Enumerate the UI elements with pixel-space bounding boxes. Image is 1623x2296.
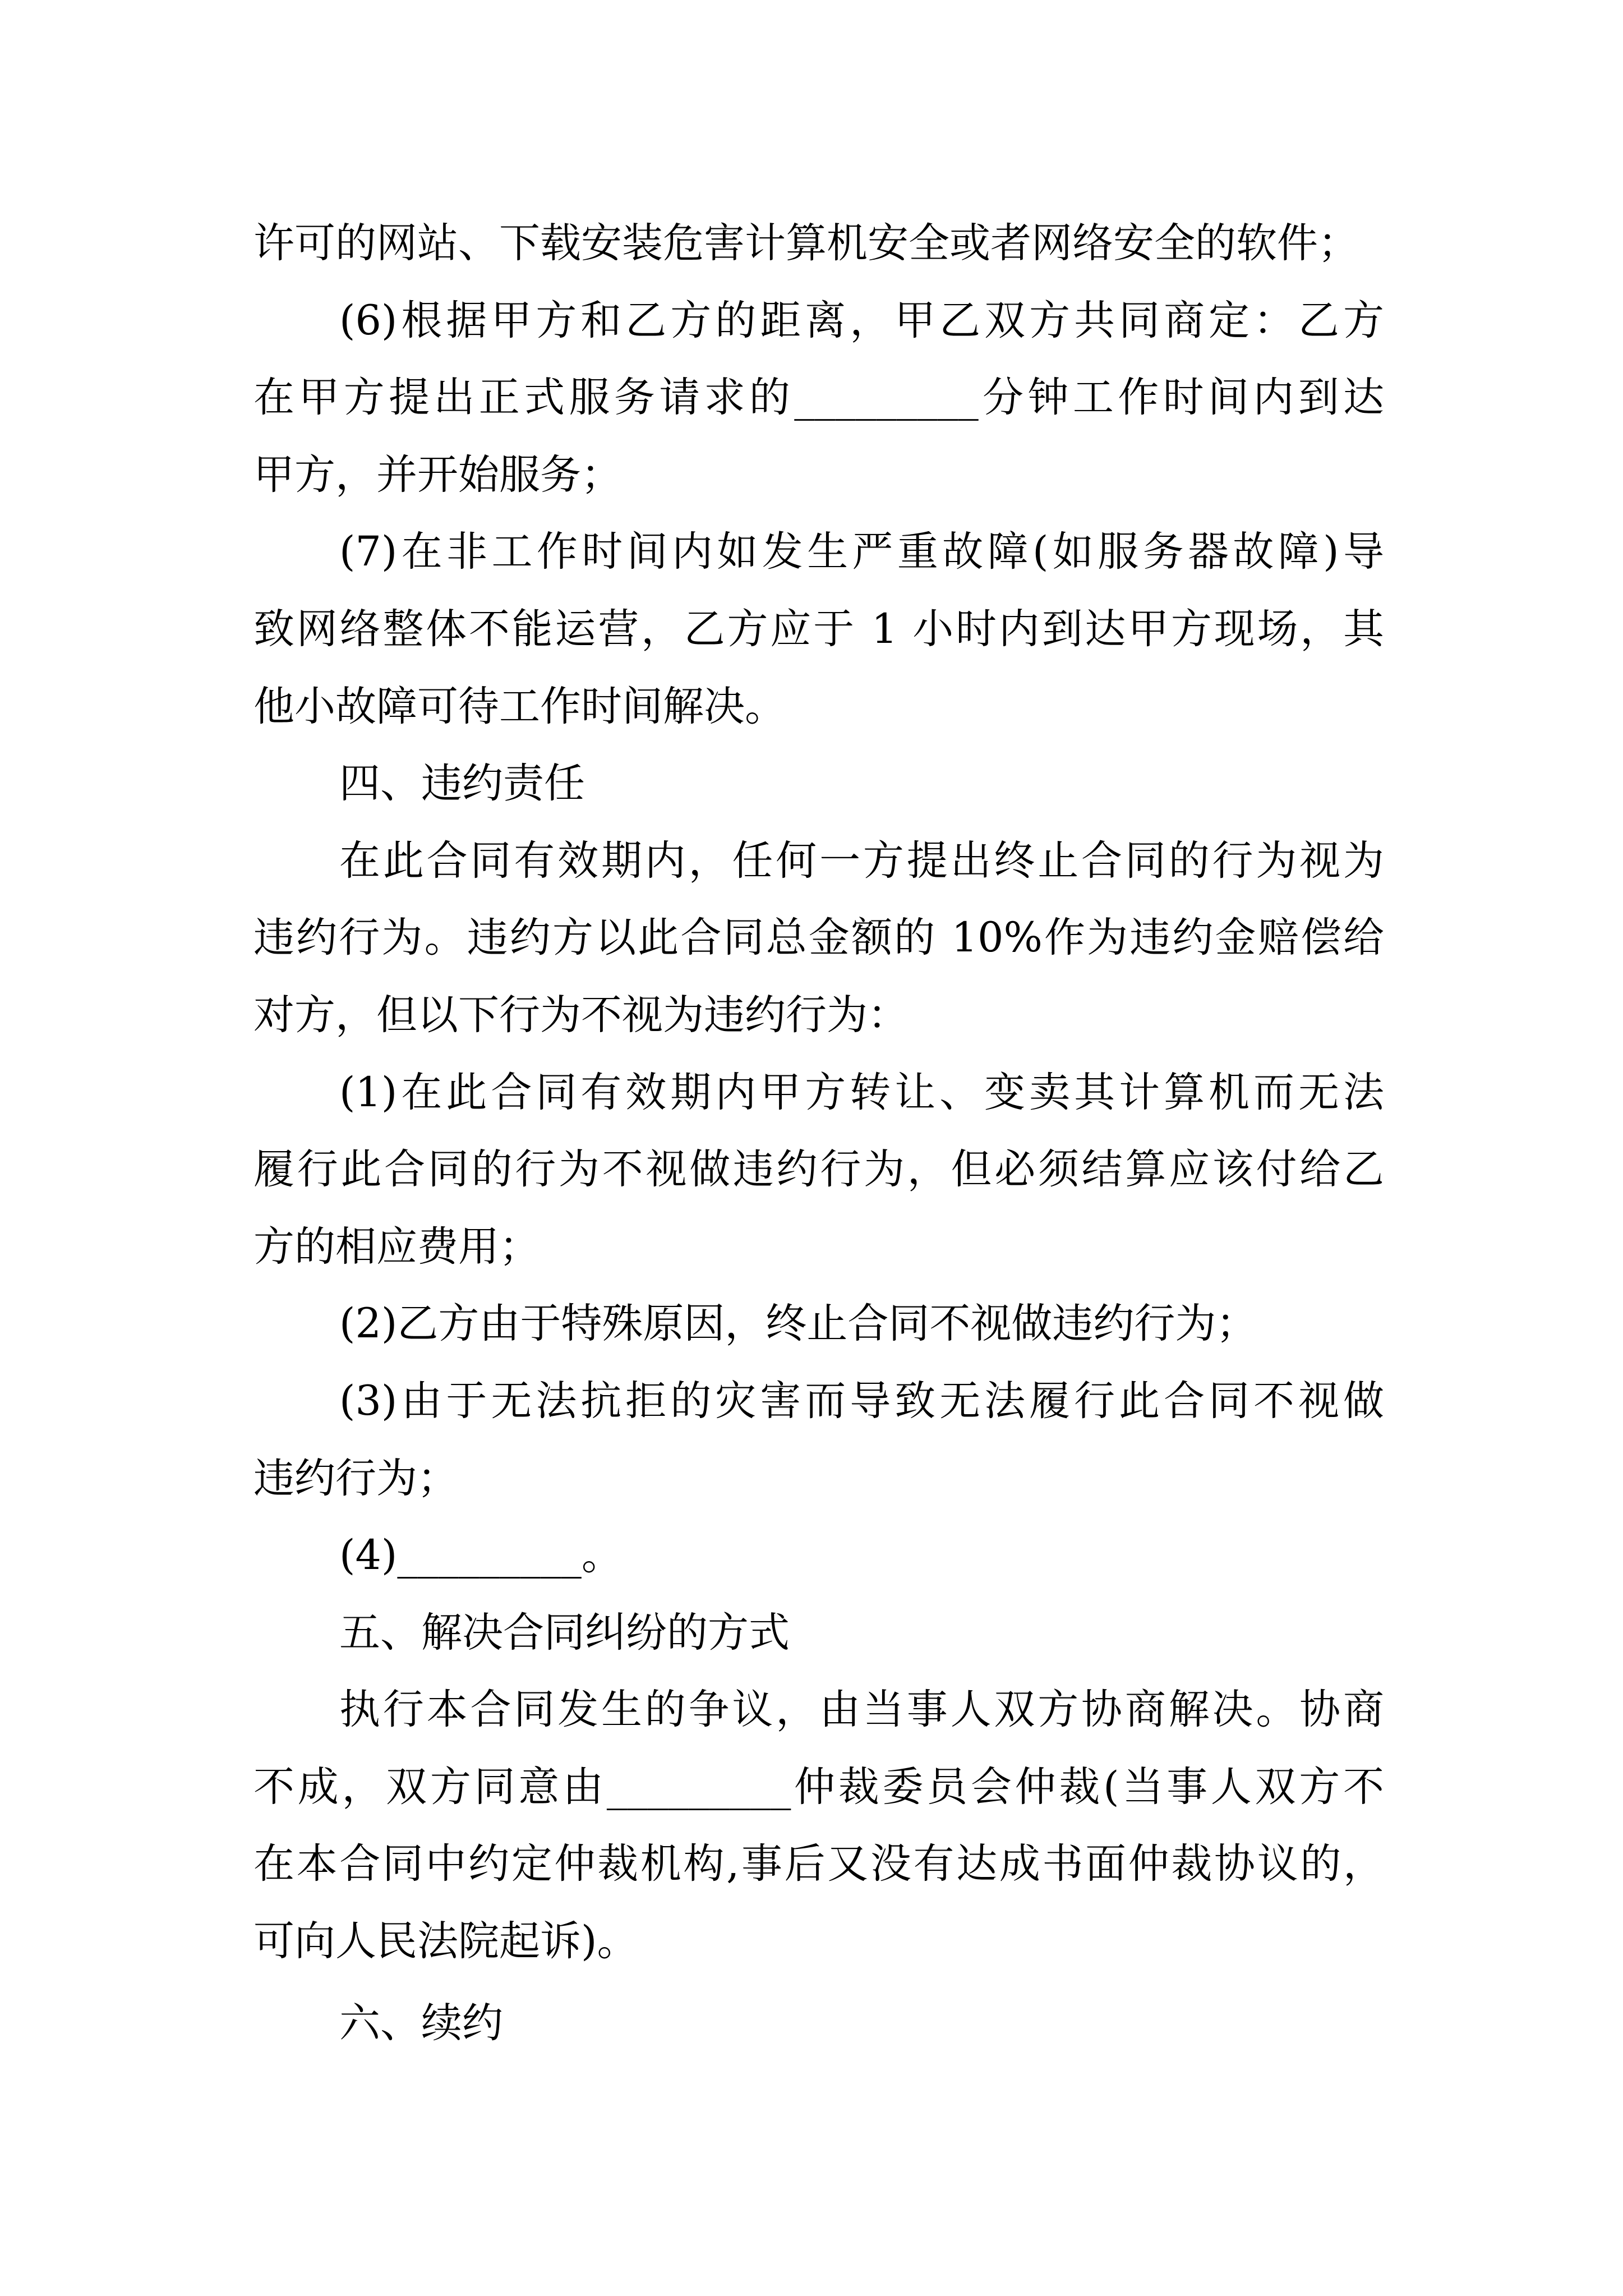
paragraph-line: (6)根据甲方和乙方的距离，甲乙双方共同商定：乙方 [339, 296, 1384, 344]
paragraph-line: (4)_________。 [339, 1531, 623, 1580]
document-body [253, 205, 1384, 2062]
paragraph-line: 甲方，并开始服务； [253, 450, 622, 499]
clause-item-6 [253, 282, 1384, 514]
section-heading-renewal: 六、续约 [339, 1999, 503, 2047]
paragraph-line: (7)在非工作时间内如发生严重故障(如服务器故障)导 [339, 528, 1384, 576]
breach-intro-paragraph [253, 822, 1384, 1054]
paragraph-line: 致网络整体不能运营，乙方应于 1 小时内到达甲方现场，其 [253, 605, 1384, 653]
breach-item-1 [253, 1054, 1384, 1286]
paragraph-line: 在甲方提出正式服务请求的_________分钟工作时间内到达 [253, 374, 1384, 422]
paragraph-line: (2)乙方由于特殊原因，终止合同不视做违约行为； [339, 1300, 1257, 1348]
paragraph-line: 执行本合同发生的争议，由当事人双方协商解决。协商 [339, 1686, 1384, 1734]
paragraph-line: 对方，但以下行为不视为违约行为： [253, 991, 909, 1039]
paragraph-line: 在此合同有效期内，任何一方提出终止合同的行为视为 [339, 836, 1384, 885]
paragraph-line: (3)由于无法抗拒的灾害而导致无法履行此合同不视做 [339, 1377, 1384, 1425]
paragraph-line: 违约行为； [253, 1454, 458, 1502]
paragraph-line: (1)在此合同有效期内甲方转让、变卖其计算机而无法 [339, 1068, 1384, 1116]
paragraph-line: 他小故障可待工作时间解决。 [253, 682, 786, 730]
paragraph-line: 可向人民法院起诉)。 [253, 1917, 638, 1966]
paragraph-line: 在本合同中约定仲裁机构,事后又没有达成书面仲裁协议的， [253, 1840, 1384, 1888]
paragraph-line: 方的相应费用； [253, 1222, 540, 1271]
clause-item-7 [253, 513, 1384, 745]
section-heading-dispute-resolution: 五、解决合同纠纷的方式 [339, 1608, 790, 1657]
paragraph-line: 违约行为。违约方以此合同总金额的 10%作为违约金赔偿给 [253, 914, 1384, 962]
breach-item-2 [253, 1285, 1384, 1363]
breach-item-3 [253, 1363, 1384, 1517]
breach-item-4 [253, 1517, 1384, 1594]
continuation-line: 许可的网站、下载安装危害计算机安全或者网络安全的软件； [253, 219, 1359, 267]
section-heading-breach-liability: 四、违约责任 [339, 760, 585, 808]
paragraph-line: 履行此合同的行为不视做违约行为，但必须结算应该付给乙 [253, 1145, 1384, 1194]
dispute-resolution-paragraph [253, 1671, 1384, 1980]
paragraph-line: 不成，双方同意由_________仲裁委员会仲裁(当事人双方不 [253, 1763, 1384, 1811]
